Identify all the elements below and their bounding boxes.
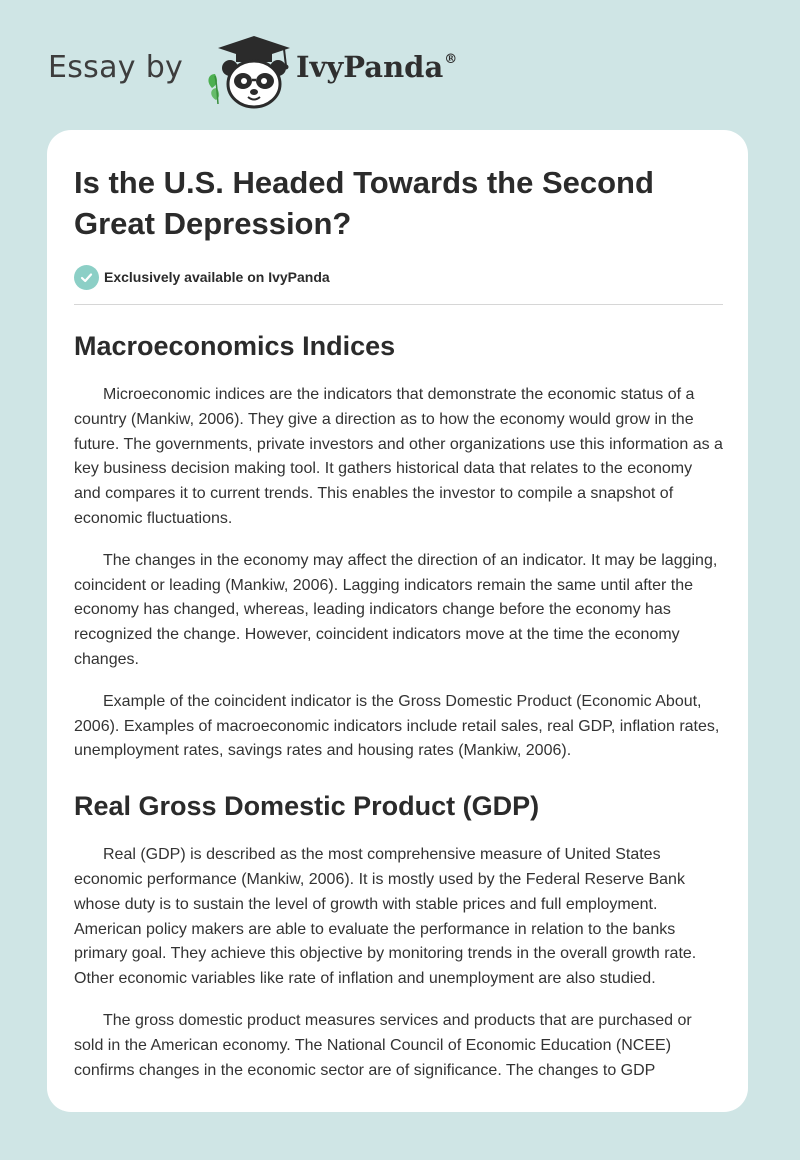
- section-heading: Real Gross Domestic Product (GDP): [74, 791, 540, 822]
- site-header-brand[interactable]: [48, 30, 468, 110]
- paragraph: Microeconomic indices are the indicators that demonstrate the economic status of a country (Mankiw, 2006). They give a direction as to how the economy would grow in the future. The governments, private investors and other organizations use this information as a key business decision making tool. It gathers historical data that relates to the economy and compares it to current trends. This enables the investor to compile a snapshot of economic fluctuations.: [74, 386, 723, 527]
- brand-name: [296, 50, 457, 84]
- essay-content: [74, 162, 723, 1083]
- exclusive-badge-text: Exclusively available on IvyPanda: [104, 269, 330, 285]
- paragraph: The changes in the economy may affect the direction of an indicator. It may be lagging, coincident or leading (Mankiw, 2006). Lagging indicators remain the same until after the economy has changed, whereas, leading indicators change before the economy has recognized the change. However, coincident indicators move at the time the economy changes.: [74, 551, 718, 668]
- paragraph: Real (GDP) is described as the most comprehensive measure of United States economic performance (Mankiw, 2006). It is mostly used by the Federal Reserve Bank whose duty is to sustain the level of growth with stable prices and full employment. American policy makers are able to evaluate the performance in relation to the banks primary goal. They achieve this objective by monitoring trends in the overall growth rate. Other economic variables like rate of inflation and unemployment are also studied.: [74, 846, 697, 988]
- essay-title: Is the U.S. Headed Towards the Second Great Depression?: [74, 165, 654, 241]
- paragraph: The gross domestic product measures services and products that are purchased or sold in the American economy. The National Council of Economic Education (NCEE) confirms changes in the economic sector are of significance. The changes to GDP: [74, 1011, 692, 1079]
- exclusive-badge: [74, 264, 723, 290]
- paragraph: Example of the coincident indicator is the Gross Domestic Product (Economic About, 2006). Examples of macroeconomic indicators include retail sales, real GDP, inflation rates, unemployment rates, savings rates and housing rates (Mankiw, 2006).: [74, 692, 720, 760]
- registered-mark: ®: [444, 52, 458, 67]
- section-heading: Macroeconomics Indices: [74, 331, 396, 361]
- title-divider: [74, 304, 723, 305]
- essay-card: [47, 130, 748, 1112]
- brand-name-text: IvyPanda: [296, 50, 444, 84]
- panda-logo-icon: [202, 34, 294, 110]
- brand-prefix: Essay by: [48, 50, 184, 85]
- check-circle-icon: [74, 265, 99, 290]
